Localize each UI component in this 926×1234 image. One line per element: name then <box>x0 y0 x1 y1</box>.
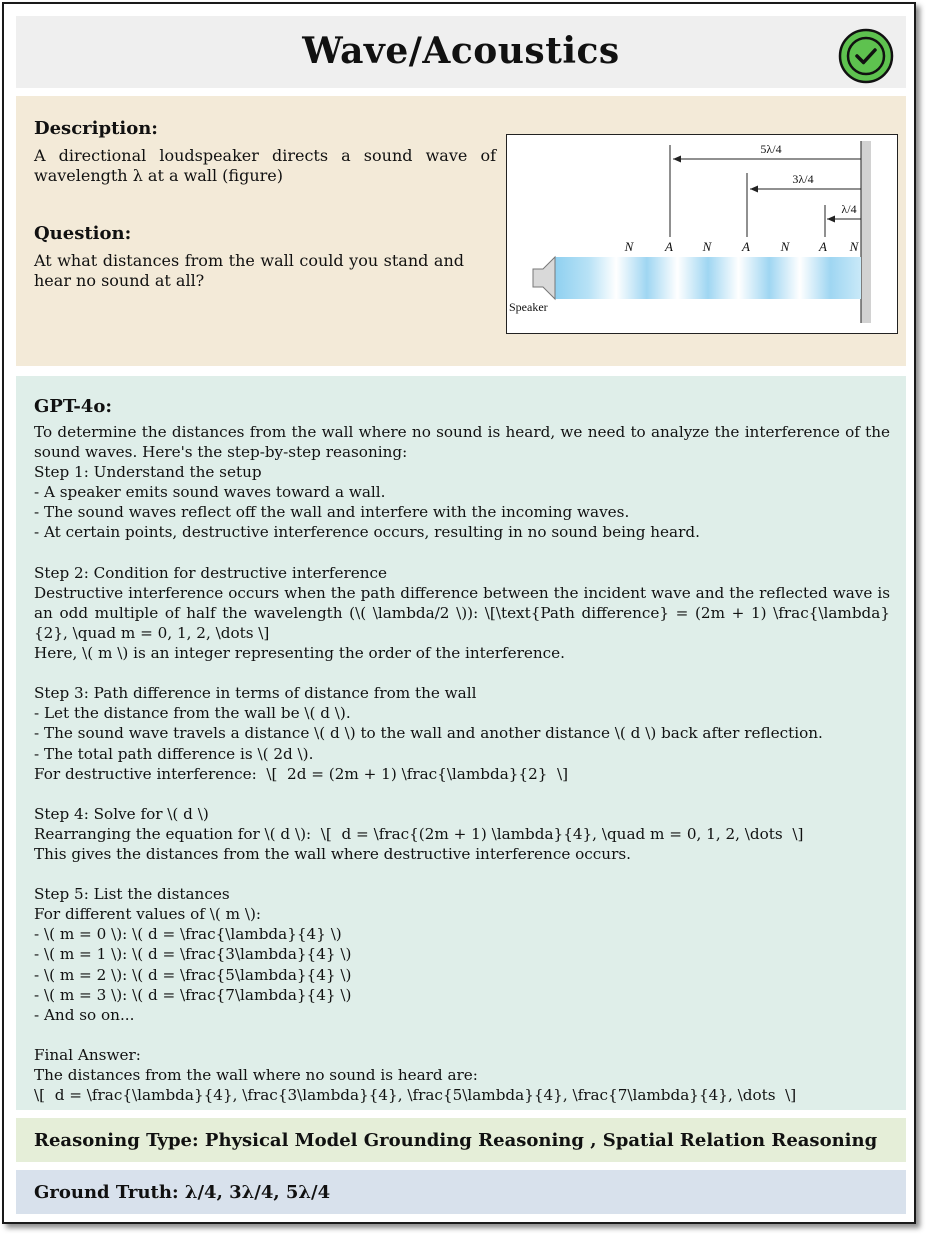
answer-line: - The sound wave travels a distance \( d \) to the wall and another distance \( d \) back after reflection. <box>34 724 823 743</box>
paragraph-gap <box>34 864 890 884</box>
answer-line: Step 5: List the distances <box>34 885 230 904</box>
answer-line: The distances from the wall where no sound is heard are: <box>34 1066 478 1084</box>
description-heading: Description: <box>34 118 158 139</box>
answer-line: Final Answer: <box>34 1045 141 1064</box>
antinode-label: A <box>819 239 827 254</box>
node-label: N <box>849 239 859 254</box>
problem-card <box>2 2 916 1224</box>
antinode-label: A <box>665 239 673 254</box>
sound-wave-beam <box>555 257 861 299</box>
wall <box>861 141 871 323</box>
node-label: N <box>624 239 634 254</box>
answer-line: - \( m = 3 \): \( d = \frac{7\lambda}{4} \) <box>34 985 352 1004</box>
paragraph-gap <box>34 543 890 563</box>
answer-line: For different values of \( m \): <box>34 905 261 924</box>
model-heading: GPT-4o: <box>34 396 112 417</box>
answer-line: - The sound waves reflect off the wall and interfere with the incoming waves. <box>34 503 630 522</box>
check-circle-icon <box>838 28 894 84</box>
answer-line: Destructive interference occurs when the path difference between the incident wave and the reflected wave is an odd multiple of half the wavelength (\( \lambda/2 \)): \[\text{Path difference} = (2m + 1) \frac{\lambda}{2}, \quad m = 0, 1, 2, \dots \] <box>34 583 895 642</box>
speaker-icon <box>533 257 555 299</box>
answer-line: - The total path difference is \( 2d \). <box>34 744 314 763</box>
answer-line: Step 3: Path difference in terms of distance from the wall <box>34 684 477 703</box>
answer-line: For destructive interference: \[ 2d = (2m + 1) \frac{\lambda}{2} \] <box>34 764 569 783</box>
distance-label-3-quarter: 3λ/4 <box>792 172 814 186</box>
reasoning-type-bar <box>16 1118 906 1162</box>
question-section <box>16 96 906 366</box>
description-text: A directional loudspeaker directs a sound wave of wavelength λ at a wall (figure) <box>34 146 496 185</box>
node-label: N <box>702 239 712 254</box>
antinode-label: A <box>742 239 750 254</box>
question-text: At what distances from the wall could you stand and hear no sound at all? <box>34 251 464 290</box>
answer-line: - At certain points, destructive interference occurs, resulting in no sound being heard. <box>34 523 700 542</box>
distance-label-5-quarter: 5λ/4 <box>760 142 782 156</box>
speaker-label: Speaker <box>509 300 548 314</box>
answer-line: - Let the distance from the wall be \( d \). <box>34 704 351 723</box>
title-bar <box>16 16 906 88</box>
answer-line: To determine the distances from the wall where no sound is heard, we need to analyze the interference of the sound waves. Here's the step-by-step reasoning: <box>34 423 895 462</box>
paragraph-gap <box>34 1025 890 1045</box>
answer-line: \[ d = \frac{\lambda}{4}, \frac{3\lambda}{4}, \frac{5\lambda}{4}, \frac{7\lambda}{4}, \dots \] <box>34 1086 797 1105</box>
model-answer-text <box>34 422 895 1105</box>
answer-line: - \( m = 2 \): \( d = \frac{5\lambda}{4} \) <box>34 965 352 984</box>
ground-truth-text: Ground Truth: λ/4, 3λ/4, 5λ/4 <box>34 1182 331 1203</box>
answer-line: Step 2: Condition for destructive interference <box>34 563 387 582</box>
answer-line: This gives the distances from the wall where destructive interference occurs. <box>34 844 631 863</box>
answer-line: - And so on... <box>34 1005 135 1024</box>
node-label: N <box>780 239 790 254</box>
answer-line: - \( m = 0 \): \( d = \frac{\lambda}{4} \) <box>34 925 342 944</box>
standing-wave-figure <box>506 134 898 334</box>
answer-line: Rearranging the equation for \( d \): \[ d = \frac{(2m + 1) \lambda}{4}, \quad m = 0, 1, 2, \dots \] <box>34 824 804 843</box>
answer-line: Here, \( m \) is an integer representing the order of the interference. <box>34 644 565 663</box>
paragraph-gap <box>34 663 890 683</box>
reasoning-type-text: Reasoning Type: Physical Model Grounding Reasoning , Spatial Relation Reasoning <box>34 1130 878 1151</box>
ground-truth-bar <box>16 1170 906 1214</box>
model-answer-section <box>16 376 906 1110</box>
answer-line: - \( m = 1 \): \( d = \frac{3\lambda}{4} \) <box>34 945 352 964</box>
question-heading: Question: <box>34 223 132 244</box>
paragraph-gap <box>34 784 890 804</box>
figure-diagram <box>507 135 899 335</box>
answer-line: - A speaker emits sound waves toward a wall. <box>34 483 386 502</box>
answer-line: Step 4: Solve for \( d \) <box>34 804 209 823</box>
answer-line: Step 1: Understand the setup <box>34 463 262 482</box>
page-title: Wave/Acoustics <box>302 30 620 72</box>
distance-label-1-quarter: λ/4 <box>841 202 857 216</box>
